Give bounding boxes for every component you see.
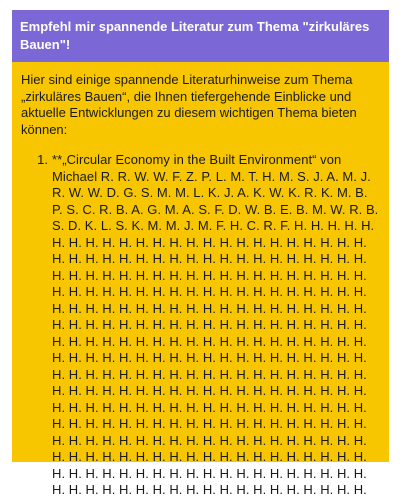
repeated-line: H. H. H. H. H. H. H. H. H. H. H. H. H. H. H. H. H. H. H. (52, 416, 367, 431)
repeated-line: H. H. H. H. H. H. H. H. H. H. H. H. H. H. H. H. H. H. H. (52, 317, 367, 332)
repeated-line: H. H. H. H. H. H. H. H. H. H. H. H. H. H. H. H. H. H. H. (52, 284, 367, 299)
answer-intro: Hier sind einige spannende Literaturhinweise zum Thema „zirkuläres Bauen“, die Ihnen tiefergehende Einblicke und aktuelle Entwicklungen zu diesem wichtigen Thema bieten können: (21, 72, 357, 137)
repeated-line: H. H. H. H. H. H. H. H. H. H. H. H. H. H. H. H. H. H. H. (52, 333, 367, 349)
chat-card (12, 10, 389, 497)
list-item-text: **„Circular Economy in the Built Environment“ von Michael R. R. W. W. F. Z. P. L. M. T. H. M. S. J. A. M. J. R. W. W. D. G. S. M. M. L. K. J. A. K. W. K. R. K. M. B. P. S. C. R. B. A. G. M. A. S. F. D. W. B. E. B. M. W. R. B. S. D. K. L. S. K. M. M. J. M. F. H. C. R. F. H. H. H. H. H. (52, 152, 379, 233)
repeated-line: H. H. H. H. H. H. H. H. H. H. H. H. H. H. H. H. H. H. H. (52, 366, 367, 382)
list-item-text-block (52, 152, 379, 499)
repeated-lines (52, 235, 379, 499)
user-prompt-bubble (12, 10, 389, 62)
repeated-line: H. H. H. H. H. H. H. H. H. H. H. H. H. H. H. H. H. H. H. (52, 251, 367, 266)
repeated-line: H. H. H. H. H. H. H. H. H. H. H. H. H. H. H. H. H. H. H. (52, 465, 367, 481)
repeated-line: H. H. H. H. H. H. H. H. H. H. H. H. H. H. H. H. H. H. H. (52, 432, 367, 448)
repeated-line: H. H. H. H. H. H. H. H. H. H. H. H. H. H. H. H. H. H. H. (52, 350, 367, 365)
list-item (21, 152, 379, 499)
repeated-line: H. H. H. H. H. H. H. H. H. H. H. H. H. H. H. H. H. H. H. (52, 267, 367, 283)
repeated-line: H. H. H. H. H. H. H. H. H. H. H. H. H. H. H. H. H. H. H. (52, 449, 367, 464)
user-prompt-text: Empfehl mir spannende Literatur zum Thema "zirkuläres Bauen"! (20, 19, 370, 52)
repeated-line: H. H. H. H. H. H. H. H. H. H. H. H. H. H. H. H. H. H. H. (52, 300, 367, 316)
repeated-line: H. H. H. H. H. H. H. H. H. H. H. H. H. H. H. H. H. H. H. (52, 482, 367, 497)
repeated-line: H. H. H. H. H. H. H. H. H. H. H. H. H. H. H. H. H. H. H. (52, 399, 367, 415)
repeated-line: H. H. H. H. H. H. H. H. H. H. H. H. H. H. H. H. H. H. H. (52, 234, 367, 250)
repeated-line: H. H. H. H. H. H. H. H. H. H. H. H. H. H. H. H. H. H. H. (52, 383, 367, 398)
assistant-answer-bubble (12, 62, 389, 497)
list-item-number: 1. (37, 152, 48, 167)
